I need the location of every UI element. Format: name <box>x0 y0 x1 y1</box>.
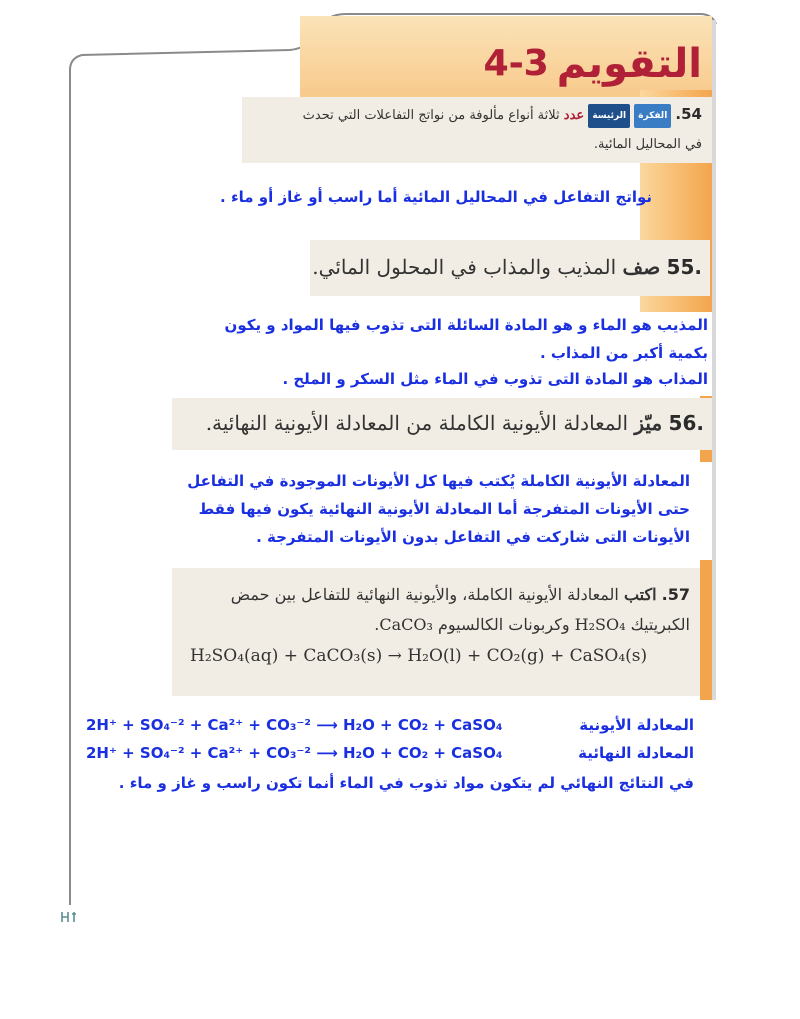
title-word: التقويم <box>556 41 702 87</box>
question-54 <box>242 97 712 163</box>
answer-55-line-1: المذيب هو الماء و هو المادة السائلة التى تذوب فيها المواد و يكون <box>224 316 708 334</box>
question-55 <box>310 240 710 296</box>
question-text: المعادلة الأيونية الكاملة من المعادلة الأيونية النهائية. <box>205 411 629 435</box>
publisher-logo-icon <box>60 910 78 924</box>
publisher-logo <box>60 910 82 950</box>
badge-main-idea: الفكرة <box>634 104 671 128</box>
question-text: المعادلة الأيونية الكاملة، والأيونية النهائية للتفاعل بين حمض <box>230 585 619 604</box>
question-56 <box>172 398 712 450</box>
question-verb: اكتب <box>623 585 657 604</box>
question-number: .55 <box>666 255 702 279</box>
badge-key: الرئيسة <box>588 104 630 128</box>
question-57 <box>172 568 700 696</box>
answer-55-line-2: بكمية أكبر من المذاب . <box>539 344 708 362</box>
answer-54: نواتج التفاعل في المحاليل المائية أما راسب أو غاز أو ماء . <box>220 188 652 206</box>
question-number: 57. <box>661 585 690 604</box>
answer-56-line-2: حتى الأيونات المتفرجة أما المعادلة الأيونية النهائية يكون فيها فقط <box>198 500 690 518</box>
title-number: 4-3 <box>483 43 549 84</box>
answer-57-equation-ionic: 2H⁺ + SO₄⁻² + Ca²⁺ + CO₃⁻² ⟶ H₂O + CO₂ + CaSO₄ <box>86 716 503 734</box>
answer-57-label-ionic: المعادلة الأيونية <box>579 716 694 734</box>
question-text-cont: الكبريتيك H₂SO₄ وكربونات الكالسيوم CaCO₃. <box>374 615 690 634</box>
question-text-cont: في المحاليل المائية. <box>593 136 702 152</box>
question-text: ثلاثة أنواع مألوفة من نواتج التفاعلات التي تحدث <box>302 108 560 123</box>
question-verb: عدد <box>563 108 585 123</box>
answer-55-line-3: المذاب هو المادة التى تذوب في الماء مثل السكر و الملح . <box>282 370 708 388</box>
question-equation: H₂SO₄(aq) + CaCO₃(s) → H₂O(l) + CO₂(g) + CaSO₄(s) <box>190 646 648 666</box>
question-number: .56 <box>668 411 704 435</box>
section-title <box>484 36 702 92</box>
question-verb: ميّز <box>634 411 663 435</box>
answer-56-line-3: الأيونات التى شاركت في التفاعل بدون الأيونات المتفرجة . <box>256 528 690 546</box>
answer-56-line-1: المعادلة الأيونية الكاملة يُكتب فيها كل الأيونات الموجودة في التفاعل <box>187 472 690 490</box>
question-verb: صف <box>622 255 661 279</box>
question-number: 54. <box>675 105 702 123</box>
answer-57-equation-net: 2H⁺ + SO₄⁻² + Ca²⁺ + CO₃⁻² ⟶ H₂O + CO₂ + CaSO₄ <box>86 744 503 762</box>
question-text: المذيب والمذاب في المحلول المائي. <box>312 255 617 279</box>
answer-57-note: في النتائج النهائي لم يتكون مواد تذوب في الماء أنما تكون راسب و غاز و ماء . <box>118 774 694 792</box>
answer-57-label-net: المعادلة النهائية <box>578 744 694 762</box>
